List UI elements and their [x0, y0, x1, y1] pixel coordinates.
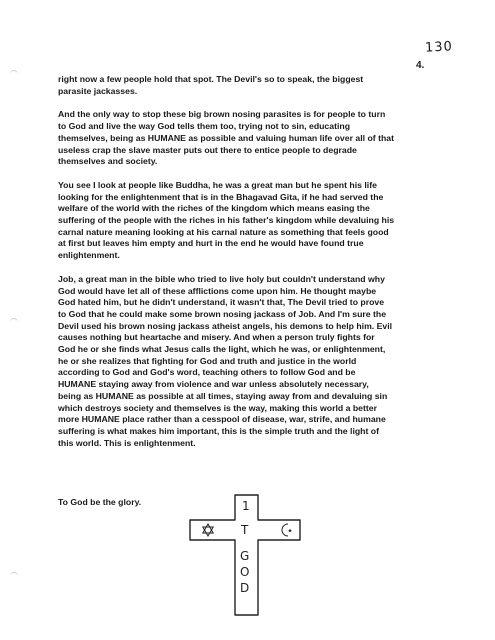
text-line: You see I look at people like Buddha, he was a great man but he spent his life: [58, 179, 377, 190]
paragraph: [58, 74, 438, 97]
text-line: suffering of the people with the riches in his father's kingdom while devaluing his: [58, 215, 395, 226]
cross-mid-label: T: [241, 523, 249, 537]
text-line: Job, a great man in the bible who tried to live holy but couldn't understand why: [58, 273, 385, 284]
text-line: parasite jackasses.: [58, 85, 138, 96]
text-line: themselves and society.: [58, 156, 158, 167]
cross-letter-g: G: [240, 549, 250, 563]
body-text: [58, 74, 438, 461]
page-number: 4.: [416, 60, 425, 71]
text-line: carnal nature meaning looking at his carnal nature as something that feels good: [58, 226, 389, 237]
cross-top-label: 1: [242, 499, 250, 513]
cross-drawing: [180, 490, 320, 620]
crescent-star-icon: [282, 524, 292, 536]
text-line: And the only way to stop these big brown nosing parasites is for people to turn: [58, 109, 386, 120]
text-line: themselves, being as HUMANE as possible and valuing human life over all of that: [58, 132, 394, 143]
paragraph: [58, 109, 438, 168]
text-line: Devil used his brown nosing jackass atheist angels, his demons to help him. Evil: [58, 320, 393, 331]
text-line: God he or she finds what Jesus calls the light, which he was, or enlightenment,: [58, 344, 386, 355]
text-line: HUMANE staying away from violence and war unless absolutely necessary,: [58, 379, 369, 390]
text-line: looking for the enlightenment that is in the Bhagavad Gita, if he had served the: [58, 191, 384, 202]
paragraph: [58, 180, 438, 262]
text-line: causes nothing but heartache and misery. And when a person truly fights for: [58, 332, 375, 343]
text-line: God would have let all of these afflictions come upon him. He thought maybe: [58, 285, 377, 296]
text-line: welfare of the world with the riches of the kingdom which means easing the: [58, 203, 370, 214]
text-line: God hated him, but he didn't understand, it wasn't that, The Devil tried to prove: [58, 297, 385, 308]
punch-hole-mark: [10, 70, 18, 75]
text-line: being as HUMANE as possible at all times, staying away from and devaluing sin: [58, 390, 388, 401]
text-line: which destroys society and themselves is the way, making this world a better: [58, 402, 377, 413]
text-line: to God and live the way God tells them too, trying not to sin, educating: [58, 121, 351, 132]
handwritten-page-number: 130: [424, 39, 454, 56]
text-line: right now a few people hold that spot. The Devil's so to speak, the biggest: [58, 74, 364, 84]
text-line: more HUMANE place rather than a cesspool of disease, war, strife, and humane: [58, 414, 386, 425]
punch-hole-mark: [10, 318, 18, 323]
text-line: he or she realizes that fighting for God and truth and justice in the world: [58, 355, 357, 366]
closing-line: To God be the glory.: [58, 497, 142, 507]
paragraph: [58, 274, 438, 450]
star-of-david-icon: [203, 524, 213, 536]
text-line: at first but leaves him empty and hurt in the end he would have found true: [58, 238, 364, 249]
text-line: to God that he could make some brown nosing jackass of Job. And I'm sure the: [58, 308, 387, 319]
punch-hole-mark: [10, 572, 18, 577]
cross-letter-d: D: [240, 581, 250, 595]
text-line: this world. This is enlightenment.: [58, 437, 196, 448]
text-line: suffering is what makes him important, this is the simple truth and the light of: [58, 425, 379, 436]
text-line: enlightenment.: [58, 250, 120, 261]
text-line: according to God and God's word, teaching others to follow God and be: [58, 367, 356, 378]
text-line: useless crap the slave master puts out there to entice people to degrade: [58, 144, 357, 155]
cross-letter-o: O: [240, 565, 250, 579]
